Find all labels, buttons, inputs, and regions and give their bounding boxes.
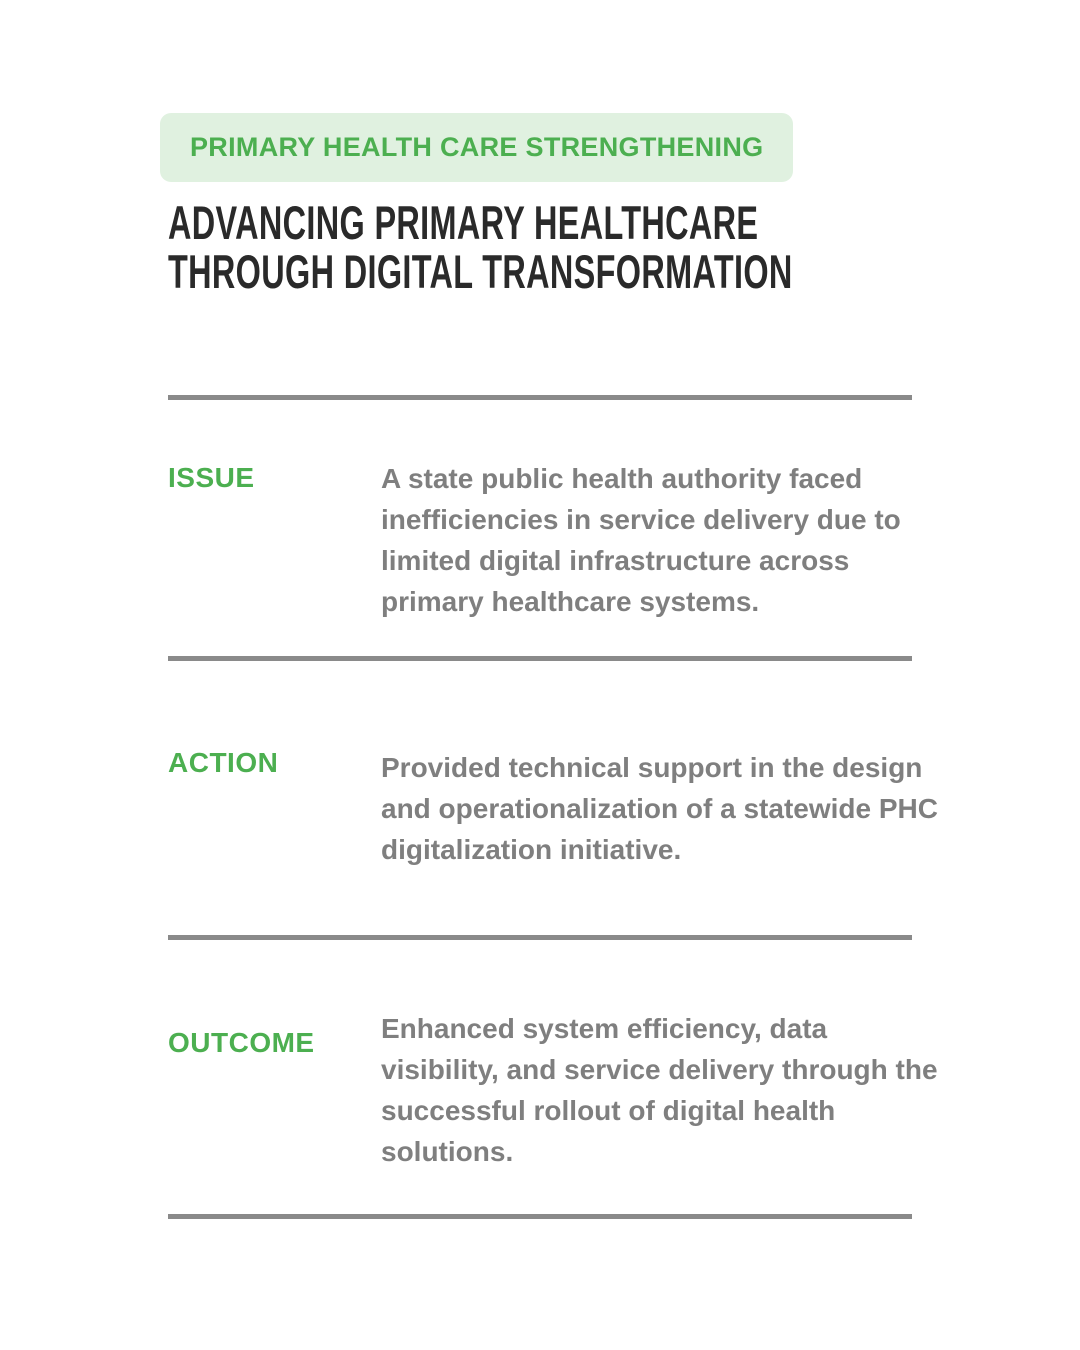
section-outcome — [168, 1008, 1008, 1172]
divider-issue-action — [168, 656, 912, 661]
page-title-line-2: THROUGH DIGITAL TRANSFORMATION — [168, 245, 793, 298]
text-line: Enhanced system efficiency, data — [381, 1013, 828, 1044]
text-line: limited digital infrastructure across — [381, 545, 850, 576]
section-outcome-label: OUTCOME — [168, 1027, 315, 1058]
section-action — [168, 747, 1008, 870]
text-line: solutions. — [381, 1136, 514, 1167]
section-action-label: ACTION — [168, 747, 279, 778]
divider-action-outcome — [168, 935, 912, 940]
text-line: inefficiencies in service delivery due to — [381, 504, 901, 535]
section-issue-label: ISSUE — [168, 462, 255, 493]
text-line: visibility, and service delivery through the — [381, 1054, 938, 1085]
category-badge — [160, 113, 793, 182]
text-line: primary healthcare systems. — [381, 586, 760, 617]
divider-top — [168, 395, 912, 400]
text-line: A state public health authority faced — [381, 463, 863, 494]
section-issue — [168, 458, 1008, 622]
section-action-text — [381, 747, 938, 870]
page-title-line-1: ADVANCING PRIMARY HEALTHCARE — [168, 196, 759, 249]
text-line: and operationalization of a statewide PHC — [381, 793, 938, 824]
text-line: digitalization initiative. — [381, 834, 682, 865]
page-title — [168, 198, 793, 296]
divider-bottom — [168, 1214, 912, 1219]
text-line: successful rollout of digital health — [381, 1095, 836, 1126]
text-line: Provided technical support in the design — [381, 752, 923, 783]
section-outcome-text — [381, 1008, 938, 1172]
section-issue-text — [381, 458, 901, 622]
category-badge-label: PRIMARY HEALTH CARE STRENGTHENING — [190, 132, 764, 162]
